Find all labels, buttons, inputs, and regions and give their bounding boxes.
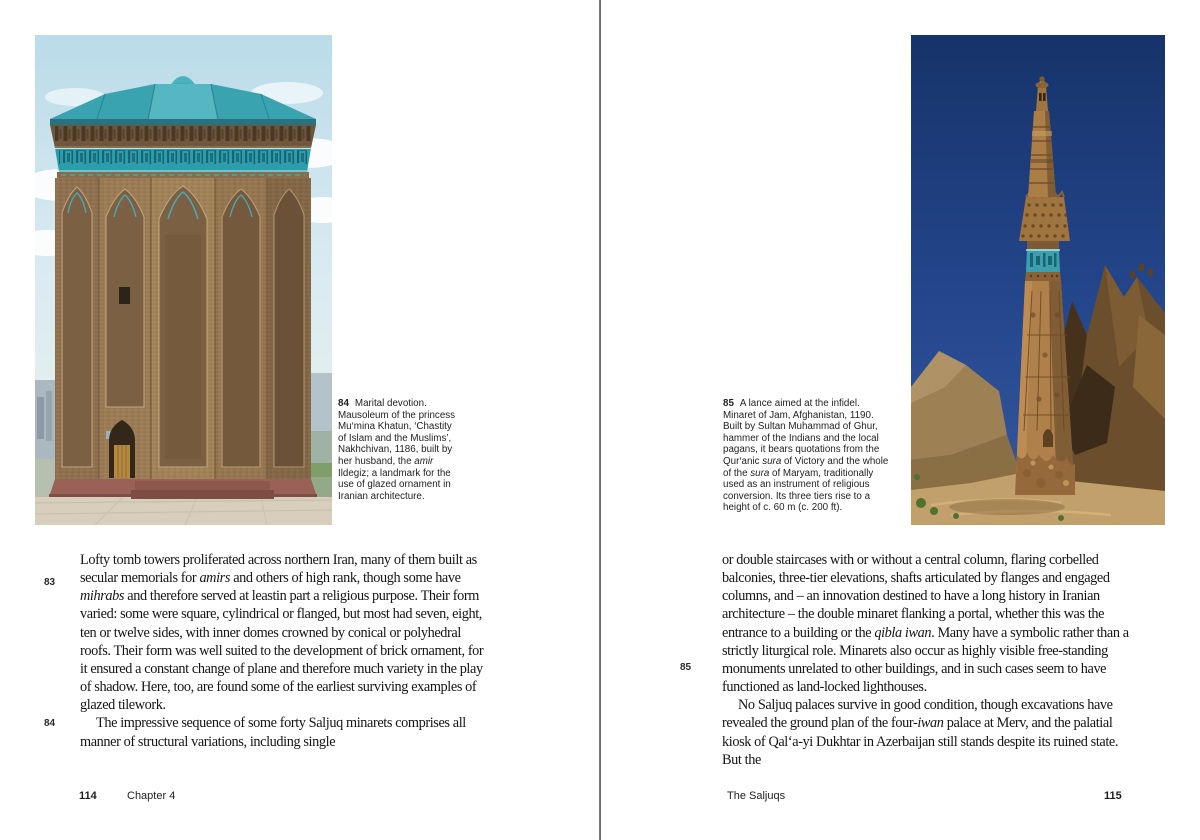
left-page-body-text bbox=[80, 551, 484, 751]
mausoleum-photo bbox=[35, 35, 332, 525]
caption-text: A lance aimed at the infidel. Minaret of Jam, Afghanistan, 1190. Built by Sultan Muhammad of Ghur, hammer of the Indians and the local pagans, it bears quotations from the Qur‘anic sura of Victory and the whole of the sura of Maryam, traditionally used as an instrument of religious conversion. Its three tiers rise to a height of c. 60 m (c. 200 ft). bbox=[723, 398, 889, 514]
figure-caption-85 bbox=[723, 398, 895, 514]
right-page-body-text bbox=[722, 551, 1138, 769]
paragraph: Lofty tomb towers proliferated across northern Iran, many of them built as secular memorials for amirs and others of high rank, though some have mihrabs and therefore served at leastin part a religious purpose. Their form varied: some were square, cylindrical or flanged, but most had seven, eight, ten or twelve sides, with inner domes crowned by conical or polyhedral roofs. Their form was well suited to the development of brick ornament, for it ensured a constant change of plane and therefore much variety in the play of shadow. Here, too, are found some of the earliest surviving examples of glazed tilework. bbox=[80, 552, 484, 714]
book-gutter-fold bbox=[599, 0, 601, 840]
figure-caption-84 bbox=[338, 398, 462, 502]
caption-number: 85 bbox=[723, 398, 734, 409]
right-running-footer: The Saljuqs bbox=[727, 790, 786, 802]
margin-figure-ref-85: 85 bbox=[680, 662, 692, 673]
paragraph: or double staircases with or without a central column, flaring corbelled balconies, three-tier elevations, shafts articulated by flanges and engaged columns, and – an innovation destined to have a long history in Iranian architecture – the double minaret flanking a portal, whether this was the entrance to a building or the qibla iwan. Many have a symbolic rather than a strictly liturgical role. Minarets also occur as highly visible free-standing monuments unrelated to other buildings, and in such cases seem to have functioned as land-locked lighthouses. bbox=[722, 552, 1129, 696]
paragraph: The impressive sequence of some forty Saljuq minarets comprises all manner of structural variations, including single bbox=[80, 715, 466, 750]
margin-figure-ref-83: 83 bbox=[44, 577, 56, 588]
minaret-photo bbox=[911, 35, 1165, 525]
paragraph: No Saljuq palaces survive in good condition, though excavations have revealed the ground plan of the four-iwan palace at Merv, and the palatial kiosk of Qal‘a-yi Dukhtar in Azerbaijan still stands despite its ruined state. But the bbox=[722, 697, 1119, 768]
caption-number: 84 bbox=[338, 398, 349, 409]
caption-text: Marital devotion. Mausoleum of the princess Mu‘mina Khatun, ‘Chastity of Islam and the Muslims’, Nakhchivan, 1186, built by her husband, the amir Ildegiz; a landmark for the use of glazed ornament in Iranian architecture. bbox=[338, 398, 456, 502]
margin-figure-ref-84: 84 bbox=[44, 718, 56, 729]
right-page-number: 115 bbox=[1104, 790, 1122, 802]
left-page-number: 114 bbox=[79, 790, 97, 802]
left-running-footer: Chapter 4 bbox=[127, 790, 176, 802]
